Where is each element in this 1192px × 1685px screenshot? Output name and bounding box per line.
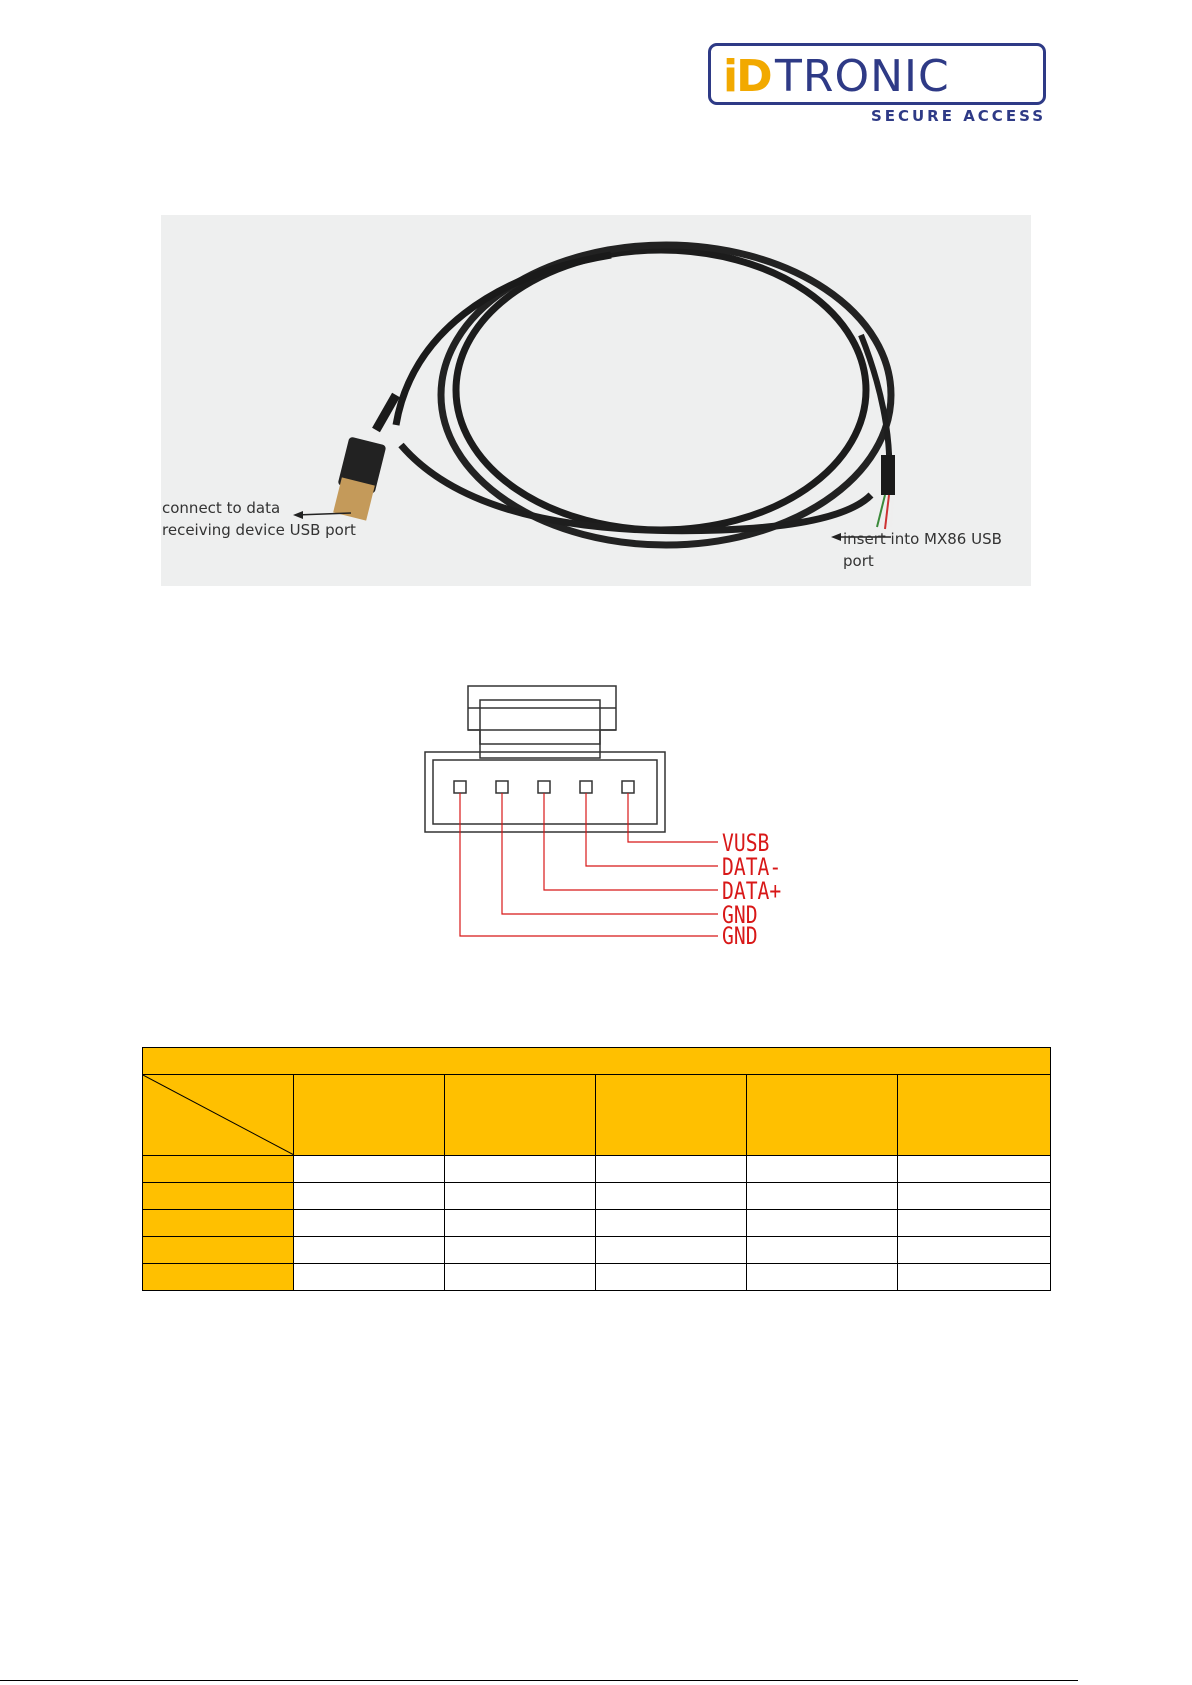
logo-brand-text: TRONIC (775, 51, 950, 102)
wire-vusb (628, 793, 718, 842)
table-cell (445, 1237, 596, 1264)
table-cell (747, 1237, 898, 1264)
table-cell (596, 1237, 747, 1264)
pin-data-minus (580, 781, 592, 793)
logo-id-text: iD (723, 51, 771, 102)
table-cell (445, 1183, 596, 1210)
table-cell (898, 1237, 1051, 1264)
table-cell (445, 1264, 596, 1291)
photo-label-left (162, 497, 356, 541)
table-cell (898, 1156, 1051, 1183)
wire-gnd-1 (502, 793, 718, 914)
table-column-header (596, 1075, 747, 1156)
usb-cable-photo (161, 215, 1031, 586)
table-cell (898, 1183, 1051, 1210)
row-header-cell (143, 1210, 294, 1237)
pin-gnd-1 (496, 781, 508, 793)
idtronic-logo (708, 43, 1048, 131)
photo-label-right: insert into MX86 USB port (843, 530, 1002, 570)
table-row (143, 1237, 1051, 1264)
logo-tagline: SECURE ACCESS (870, 107, 1046, 125)
pin-data-plus (538, 781, 550, 793)
pin-label-data-minus: DATA- (722, 853, 782, 881)
table-cell (747, 1183, 898, 1210)
diagonal-divider (143, 1075, 294, 1155)
pin-assignment-table (142, 1047, 1051, 1291)
table-column-header (445, 1075, 596, 1156)
table-column-header (747, 1075, 898, 1156)
row-header-cell (143, 1237, 294, 1264)
pin-gnd-2 (454, 781, 466, 793)
table-row (143, 1264, 1051, 1291)
pin-label-gnd-2: GND (722, 922, 758, 950)
row-header-cell (143, 1264, 294, 1291)
table-cell (596, 1264, 747, 1291)
table-cell (294, 1210, 445, 1237)
table-row (143, 1156, 1051, 1183)
table-cell (747, 1210, 898, 1237)
pin-vusb (622, 781, 634, 793)
table-column-header (294, 1075, 445, 1156)
table-cell (747, 1264, 898, 1291)
logo-frame (708, 43, 1046, 105)
pin-label-gnd-1: GND (722, 901, 758, 929)
table-column-header (898, 1075, 1051, 1156)
photo-label-left-line2: receiving device USB port (162, 521, 356, 539)
table-row (143, 1210, 1051, 1237)
table-row (143, 1183, 1051, 1210)
table-cell (898, 1210, 1051, 1237)
table-cell (294, 1237, 445, 1264)
table-cell (747, 1156, 898, 1183)
table-cell (294, 1156, 445, 1183)
table-cell (294, 1183, 445, 1210)
connector-pinout-diagram (420, 678, 800, 948)
table-cell (898, 1264, 1051, 1291)
table-title-row (143, 1048, 1051, 1075)
table-cell (596, 1210, 747, 1237)
footer-rule (0, 1680, 1078, 1681)
photo-label-left-line1: connect to data (162, 499, 281, 517)
table-cell (596, 1156, 747, 1183)
pin-label-data-plus: DATA+ (722, 877, 782, 905)
table-cell (596, 1183, 747, 1210)
row-header-cell (143, 1156, 294, 1183)
row-header-cell (143, 1183, 294, 1210)
wire-data-minus (586, 793, 718, 866)
table-corner-cell (143, 1075, 294, 1156)
table-cell (445, 1210, 596, 1237)
pin-label-vusb: VUSB (722, 829, 770, 857)
table-cell (445, 1156, 596, 1183)
table-cell (294, 1264, 445, 1291)
